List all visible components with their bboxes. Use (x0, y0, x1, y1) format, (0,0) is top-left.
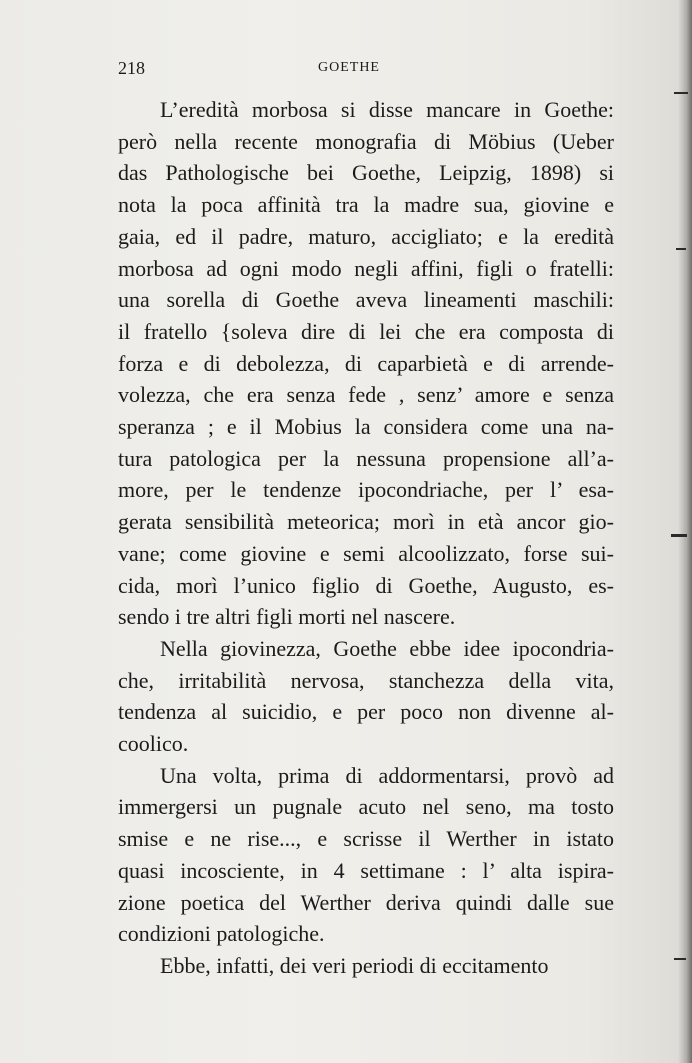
text-line: immergersi un pugnale acuto nel seno, ma tosto (118, 794, 614, 820)
text-line: gerata sensibilità meteorica; morì in età ancor gio- (118, 509, 614, 535)
text-line: speranza ; e il Mobius la considera come una na- (118, 414, 614, 440)
text-line: L’eredità morbosa si disse mancare in Goethe: (160, 97, 614, 122)
text-line: das Pathologische bei Goethe, Leipzig, 1898) si (118, 160, 614, 186)
page-number: 218 (118, 58, 145, 78)
text-line: tendenza al suicidio, e per poco non divenne al- (118, 699, 614, 725)
edge-mark (674, 958, 686, 960)
text-line: sendo i tre altri figli morti nel nascere. (118, 604, 456, 630)
text-line: nota la poca affinità tra la madre sua, giovine e (118, 192, 614, 218)
text-line: smise e ne rise..., e scrisse il Werther in istato (118, 826, 614, 852)
text-line: però nella recente monografia di Möbius (Ueber (118, 128, 614, 154)
text-line: forza e di debolezza, di caparbietà e di arrende- (118, 350, 614, 376)
running-head: GOETHE (318, 60, 380, 75)
text-line: vane; come giovine e semi alcoolizzato, forse sui- (118, 540, 614, 566)
text-line: tura patologica per la nessuna propensione all’a- (118, 445, 614, 471)
edge-mark (671, 534, 687, 537)
page-header (118, 58, 608, 80)
text-line: volezza, che era senza fede , senz’ amore e senza (118, 382, 614, 408)
text-line: Una volta, prima di addormentarsi, provò ad (160, 762, 614, 788)
text-line: zione poetica del Werther deriva quindi dalle sue (118, 889, 614, 915)
edge-mark (676, 248, 686, 250)
body-text (118, 94, 614, 982)
text-line: che, irritabilità nervosa, stanchezza della vita, (118, 667, 614, 693)
text-line: morbosa ad ogni modo negli affini, figli o fratelli: (118, 255, 614, 281)
text-line: Nella giovinezza, Goethe ebbe idee ipocondria- (160, 635, 614, 661)
text-line: condizioni patologiche. (118, 921, 325, 947)
text-line: cida, morì l’unico figlio di Goethe, Augusto, es- (118, 572, 614, 598)
text-line: una sorella di Goethe aveva lineamenti maschili: (118, 287, 614, 313)
text-line: il fratello {soleva dire di lei che era composta di (118, 318, 614, 344)
page-edge-shadow (678, 0, 692, 1063)
text-line: more, per le tendenze ipocondriache, per l’ esa- (118, 477, 614, 503)
text-line: Ebbe, infatti, dei veri periodi di eccitamento (160, 952, 549, 978)
edge-mark (674, 92, 688, 94)
text-line: coolico. (118, 731, 189, 757)
text-line: quasi incosciente, in 4 settimane : l’ alta ispira- (118, 857, 614, 883)
text-line: gaia, ed il padre, maturo, accigliato; e la eredità (118, 223, 614, 249)
